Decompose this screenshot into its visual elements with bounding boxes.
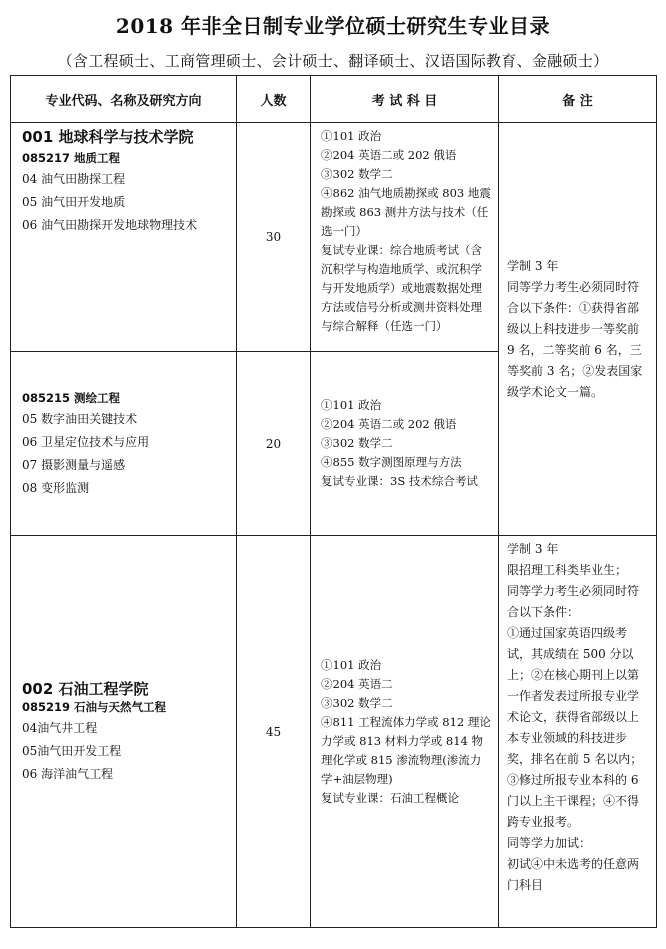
exam-item: ②204 英语二或 202 俄语 xyxy=(321,148,457,162)
exam-cell xyxy=(311,123,499,352)
program-cell xyxy=(11,536,237,928)
exam-item: 复试专业课：综合地质考试（含沉积学与构造地质学、或沉积学与开发地质学）或地震数据处理方法或信号分析或测井资料处理与综合解释（任选一门） xyxy=(321,243,482,333)
note-item: 同等学力加试： xyxy=(507,836,592,850)
direction-item: 04油气井工程 xyxy=(22,721,98,735)
college-name: 001 地球科学与技术学院 xyxy=(22,128,194,146)
direction-item: 05油气田开发工程 xyxy=(22,744,122,758)
exam-item: ①101 政治 xyxy=(321,129,382,143)
major-name: 085217 地质工程 xyxy=(22,151,121,165)
direction-item: 04 油气田勘探工程 xyxy=(22,172,126,186)
college-name: 002 石油工程学院 xyxy=(22,680,149,698)
note-item: 同等学力考生必须同时符合以下条件：①获得省部级以上科技进步一等奖前 9 名，二等奖前 6 名，三等奖前 3 名；②发表国家级学术论文一篇。 xyxy=(507,279,643,399)
exam-item: 复试专业课：3S 技术综合考试 xyxy=(321,474,478,488)
page-title: 2018 年非全日制专业学位硕士研究生专业目录 xyxy=(115,14,551,38)
major-name: 085215 测绘工程 xyxy=(22,391,121,405)
header-row xyxy=(11,76,657,123)
table-row xyxy=(11,123,657,352)
exam-item: ④855 数字测图原理与方法 xyxy=(321,455,462,469)
header-exams: 考 试 科 目 xyxy=(311,76,499,123)
header-notes: 备 注 xyxy=(499,76,657,123)
exam-item: ④862 油气地质勘探或 803 地震勘探或 863 测井方法与技术（任选一门） xyxy=(321,186,491,238)
count-cell: 30 xyxy=(237,123,311,352)
note-item: 学制 3 年 xyxy=(507,258,559,273)
program-cell xyxy=(11,123,237,352)
direction-item: 05 数字油田关键技术 xyxy=(22,412,138,426)
count-cell: 20 xyxy=(237,352,311,536)
exam-item: ①101 政治 xyxy=(321,398,382,412)
note-item: 学制 3 年 xyxy=(507,542,559,556)
program-table xyxy=(10,75,657,928)
exam-item: 复试专业课：石油工程概论 xyxy=(321,790,459,805)
note-item: 初试④中未选考的任意两门科目 xyxy=(507,857,640,892)
exam-item: ②204 英语二 xyxy=(321,676,393,691)
header-count: 人数 xyxy=(237,76,311,123)
exam-item: ③302 数学二 xyxy=(321,167,393,181)
exam-item: ①101 政治 xyxy=(321,657,382,672)
header-program: 专业代码、名称及研究方向 xyxy=(11,76,237,123)
major-name: 085219 石油与天然气工程 xyxy=(22,700,167,714)
exam-item: ③302 数学二 xyxy=(321,436,393,450)
direction-item: 05 油气田开发地质 xyxy=(22,195,126,209)
exam-cell xyxy=(311,536,499,928)
program-cell xyxy=(11,352,237,536)
direction-item: 06 卫星定位技术与应用 xyxy=(22,435,150,449)
exam-cell xyxy=(311,352,499,536)
page-subtitle: （含工程硕士、工商管理硕士、会计硕士、翻译硕士、汉语国际教育、金融硕士） xyxy=(57,52,609,70)
notes-cell xyxy=(499,123,657,536)
direction-item: 07 摄影测量与遥感 xyxy=(22,458,126,472)
notes-cell xyxy=(499,536,657,928)
direction-item: 06 海洋油气工程 xyxy=(22,767,114,781)
direction-item: 08 变形监测 xyxy=(22,481,90,495)
note-item: ①通过国家英语四级考试，其成绩在 500 分以上；②在核心期刊上以第一作者发表过所报专业学术论文，获得省部级以上本专业领域的科技进步奖，排名在前 5 名以内；③修过所报专业本科的 6 门以上主干课程；④不得跨专业报考。 xyxy=(507,626,643,829)
note-item: 同等学力考生必须同时符合以下条件： xyxy=(507,584,640,619)
direction-item: 06 油气田勘探开发地球物理技术 xyxy=(22,218,198,232)
exam-item: ②204 英语二或 202 俄语 xyxy=(321,417,457,431)
table-row xyxy=(11,536,657,928)
exam-item: ④811 工程流体力学或 812 理论力学或 813 材料力学或 814 物理化学或 815 渗流物理(渗流力学+油层物理) xyxy=(321,714,491,786)
note-item: 限招理工科类毕业生； xyxy=(507,563,628,577)
count-cell: 45 xyxy=(237,536,311,928)
exam-item: ③302 数学二 xyxy=(321,695,393,710)
